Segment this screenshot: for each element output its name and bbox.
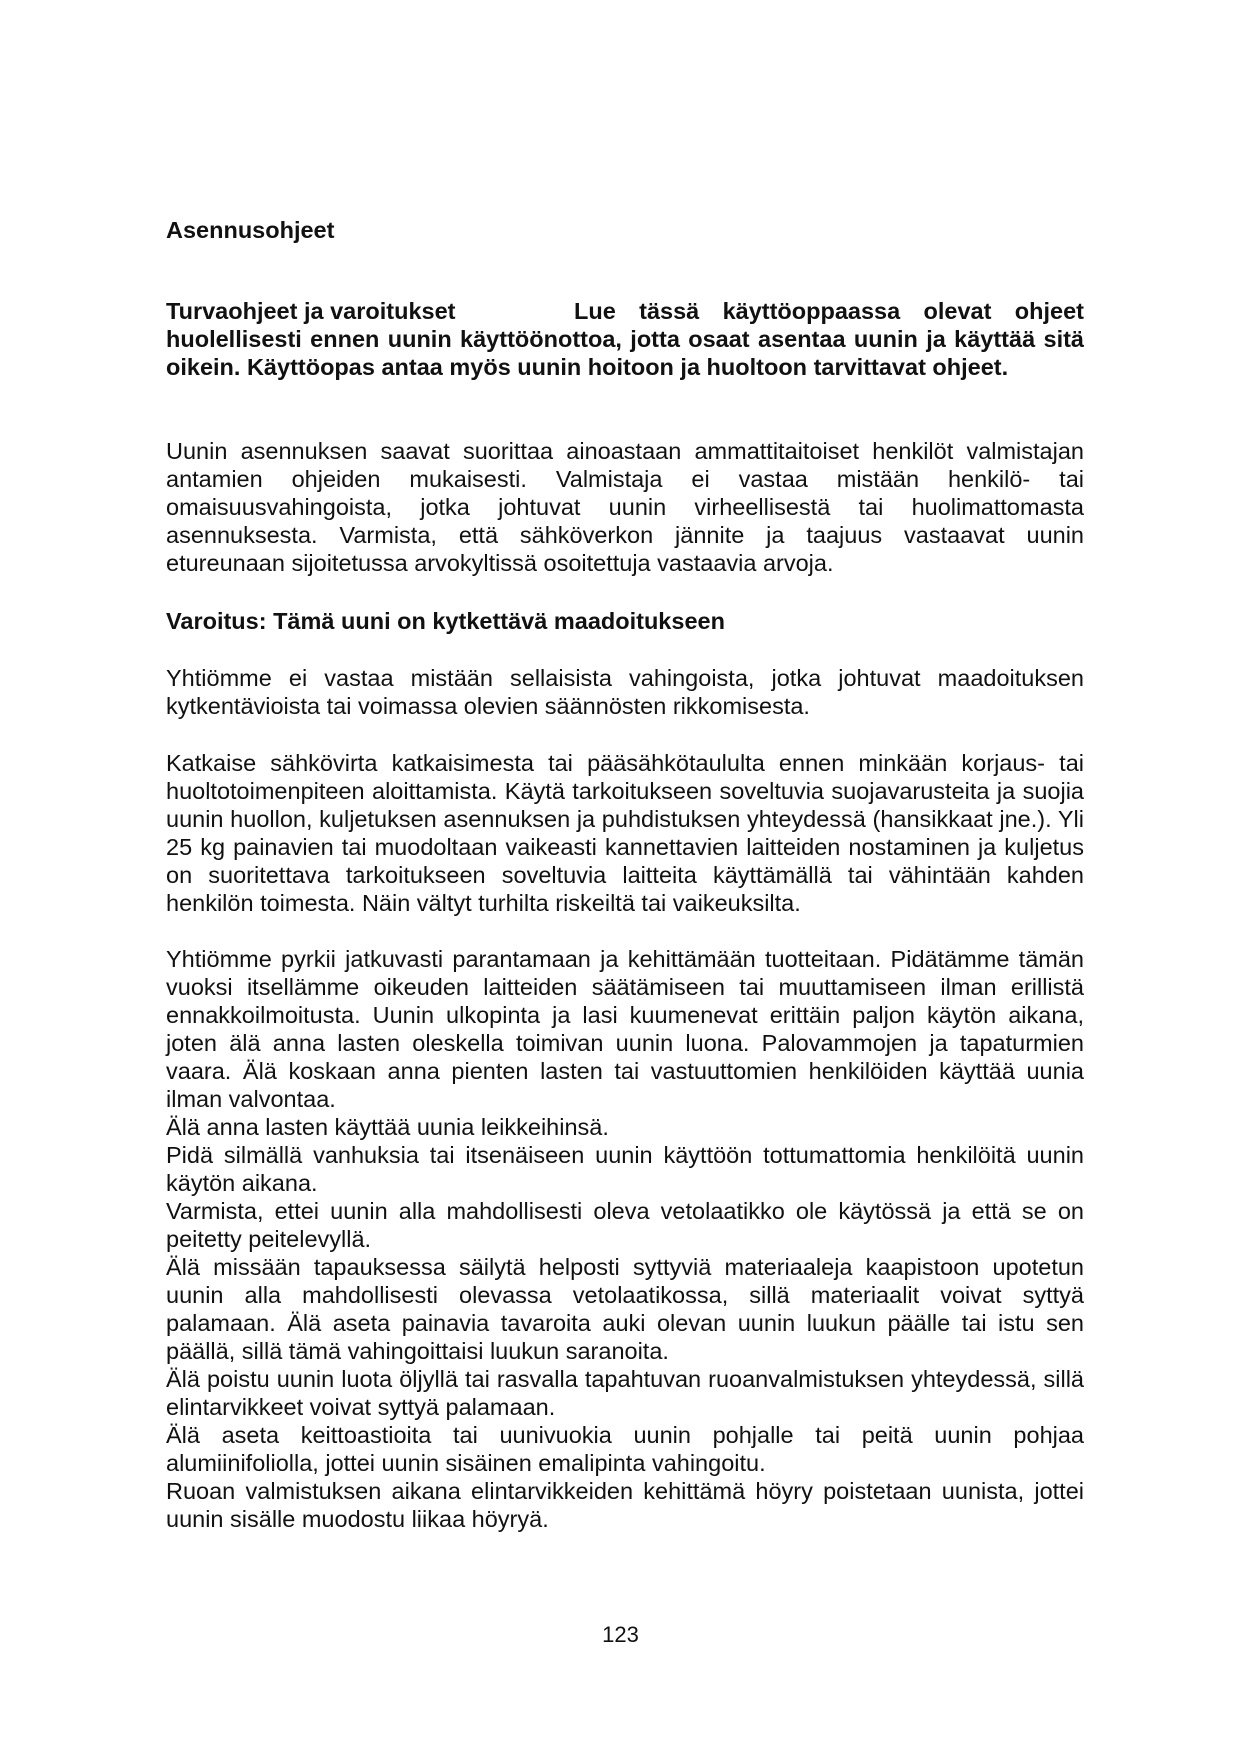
safety-intro-label: Turvaohjeet ja varoitukset bbox=[166, 298, 456, 324]
paragraph-drawer: Varmista, ettei uunin alla mahdollisesti oleva vetolaatikko ole käytössä ja että se on peitetty peitelevyllä. bbox=[166, 1198, 1084, 1252]
paragraph-improvement: Yhtiömme pyrkii jatkuvasti parantamaan ja kehittämään tuotteitaan. Pidätämme tämän vuoksi itsellämme oikeuden laitteiden säätämiseen tai muuttamiseen ilman erillistä ennakkoilmoitusta. Uunin ulkopinta ja lasi kuumenevat erittäin paljon käytön aikana, joten älä anna lasten oleskella toimivan uunin luona. Palovammojen ja tapaturmien vaara. Älä koskaan anna pienten lasten tai vastuuttomien henkilöiden käyttää uunia ilman valvontaa. bbox=[166, 946, 1084, 1112]
grounding-warning: Varoitus: Tämä uuni on kytkettävä maadoitukseen bbox=[166, 608, 725, 634]
paragraph-flammables: Älä missään tapauksessa säilytä helposti syttyviä materiaaleja kaapistoon upotetun uunin alla mahdollisesti olevassa vetolaatikossa, sillä materiaalit voivat syttyä palamaan. Älä aseta painavia tavaroita auki olevan uunin luukun päälle tai istu sen päällä, sillä tämä vahingoittaisi luukun saranoita. bbox=[166, 1254, 1084, 1364]
paragraph-supervise: Pidä silmällä vanhuksia tai itsenäiseen uunin käyttöön tottumattomia henkilöitä uunin käytön aikana. bbox=[166, 1142, 1084, 1196]
safety-intro bbox=[166, 297, 1084, 381]
paragraph-oil: Älä poistu uunin luota öljyllä tai rasvalla tapahtuvan ruoanvalmistuksen yhteydessä, sillä elintarvikkeet voivat syttyä palamaan. bbox=[166, 1366, 1084, 1420]
line-children-play: Älä anna lasten käyttää uunia leikkeihinsä. bbox=[166, 1114, 609, 1140]
paragraph-disconnect: Katkaise sähkövirta katkaisimesta tai pääsähkötaululta ennen minkään korjaus- tai huoltotoimenpiteen aloittamista. Käytä tarkoitukseen soveltuvia suojavarusteita ja suojia uunin huollon, kuljetuksen asennuksen ja puhdistuksen yhteydessä (hansikkaat jne.). Yli 25 kg painavien tai muodoltaan vaikeasti kannettavien laitteiden nostaminen ja kuljetus on suoritettava tarkoitukseen soveltuvia laitteita käyttämällä tai vähintään kahden henkilön toimesta. Näin vältyt turhilta riskeiltä tai vaikeuksilta. bbox=[166, 750, 1084, 916]
paragraph-steam: Ruoan valmistuksen aikana elintarvikkeiden kehittämä höyry poistetaan uunista, jottei uunin sisälle muodostu liikaa höyryä. bbox=[166, 1478, 1084, 1532]
page-number: 123 bbox=[602, 1622, 639, 1647]
safety-intro-text: Lue tässä käyttöoppaassa olevat ohjeet huolellisesti ennen uunin käyttöönottoa, jotta osaat asentaa uunin ja käyttää sitä oikein. Käyttöopas antaa myös uunin hoitoon ja huoltoon tarvittavat ohjeet. bbox=[166, 298, 1084, 380]
paragraph-foil: Älä aseta keittoastioita tai uunivuokia uunin pohjalle tai peitä uunin pohjaa alumiinifoliolla, jottei uunin sisäinen emalipinta vahingoitu. bbox=[166, 1422, 1084, 1476]
paragraph-liability: Yhtiömme ei vastaa mistään sellaisista vahingoista, jotka johtuvat maadoituksen kytkentävioista tai voimassa olevien säännösten rikkomisesta. bbox=[166, 665, 1084, 719]
paragraph-installers: Uunin asennuksen saavat suorittaa ainoastaan ammattitaitoiset henkilöt valmistajan antamien ohjeiden mukaisesti. Valmistaja ei vastaa mistään henkilö- tai omaisuusvahingoista, jotka johtuvat uunin virheellisestä tai huolimattomasta asennuksesta. Varmista, että sähköverkon jännite ja taajuus vastaavat uunin etureunaan sijoitetussa arvokyltissä osoitettuja vastaavia arvoja. bbox=[166, 438, 1084, 576]
page-title: Asennusohjeet bbox=[166, 217, 335, 243]
